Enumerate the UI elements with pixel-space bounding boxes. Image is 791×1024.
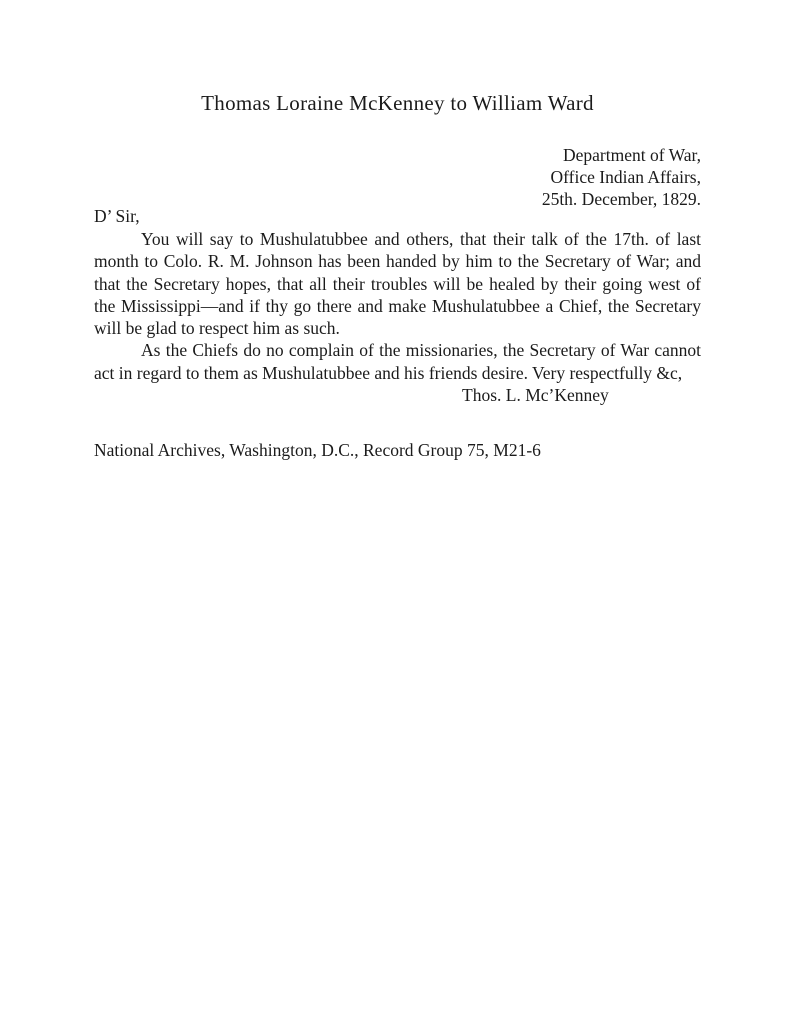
letter-paragraph-1: You will say to Mushulatubbee and others, that their talk of the 17th. of last month to Colo. R. M. Johnson has been handed by him to the Secretary of War; and that the Secretary hopes, that all their troubles will be healed by their going west of the Mississippi—and if thy go there and make Mushulatubbee a Chief, the Secretary will be glad to respect him as such. bbox=[94, 229, 701, 339]
dateline-office: Office Indian Affairs, bbox=[550, 167, 701, 187]
letter-signature: Thos. L. Mc’Kenney bbox=[462, 385, 609, 406]
letter-salutation: D’ Sir, bbox=[94, 206, 140, 226]
dateline-department: Department of War, bbox=[562, 145, 701, 165]
dateline-date: 25th. December, 1829. bbox=[541, 189, 701, 209]
letter-title: Thomas Loraine McKenney to William Ward bbox=[201, 91, 594, 115]
letter-dateline bbox=[94, 144, 701, 210]
source-citation: National Archives, Washington, D.C., Record Group 75, M21-6 bbox=[94, 440, 541, 461]
letter-paragraph-2: As the Chiefs do no complain of the missionaries, the Secretary of War cannot act in regard to them as Mushulatubbee and his friends desire. Very respectfully &c, bbox=[94, 340, 701, 383]
